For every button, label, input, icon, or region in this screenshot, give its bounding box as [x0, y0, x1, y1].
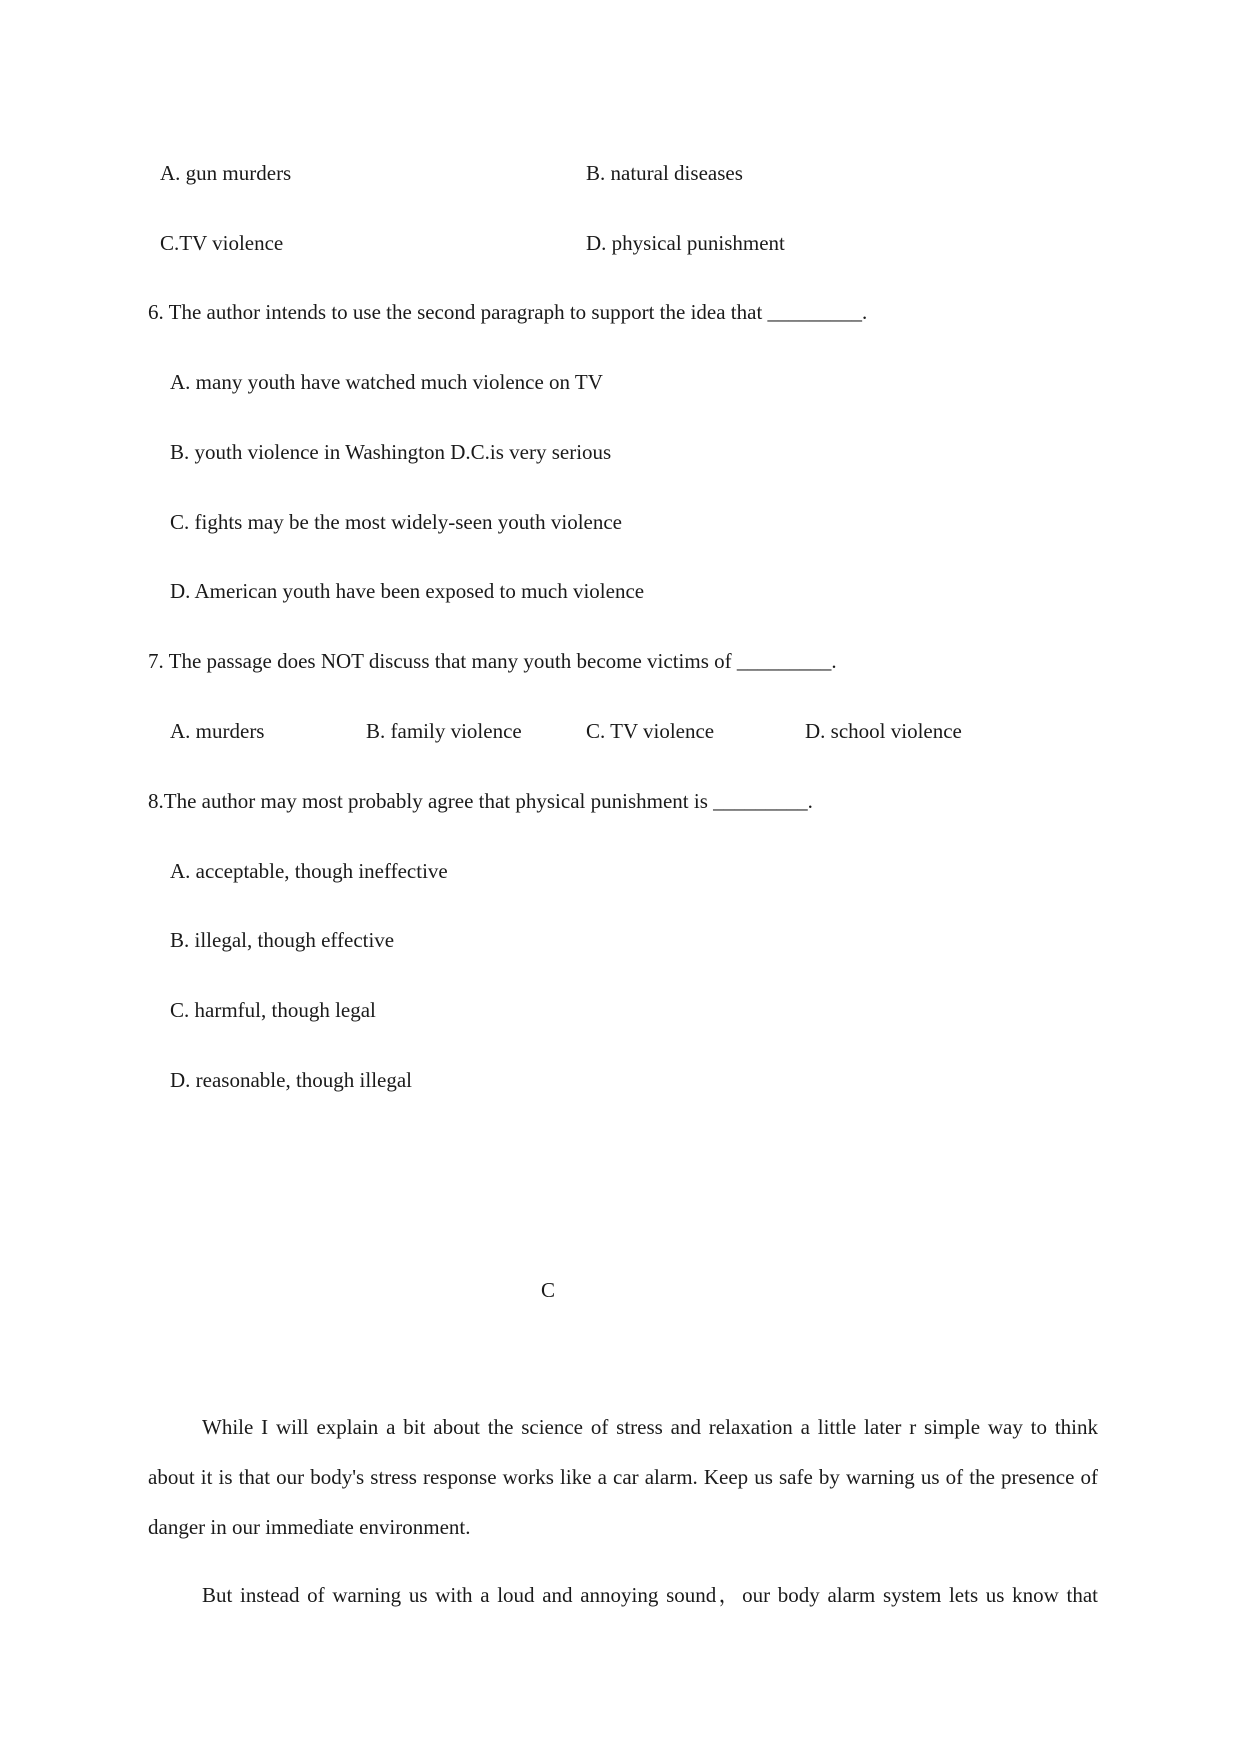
q5-option-a: A. gun murders	[160, 161, 292, 185]
q7-option-d: D. school violence	[805, 719, 962, 743]
q7-option-c: C. TV violence	[586, 719, 715, 743]
passage-paragraph-1: While I will explain a bit about the science of stress and relaxation a little later r simple way to think about it is that our body's stress response works like a car alarm. Keep us safe by warning us of the presence of danger in our immediate environment.	[148, 1415, 1098, 1539]
q7-option-a: A. murders	[170, 719, 265, 743]
q8-stem: 8.The author may most probably agree that physical punishment is _________.	[148, 789, 813, 813]
q5-option-b: B. natural diseases	[586, 161, 743, 185]
passage-paragraph-2: But instead of warning us with a loud and annoying sound，our body alarm system lets us know that	[202, 1583, 1098, 1607]
q8-option-b: B. illegal, though effective	[170, 928, 395, 952]
q6-option-c: C. fights may be the most widely-seen youth violence	[170, 510, 622, 534]
q8-option-c: C. harmful, though legal	[170, 998, 376, 1022]
q7-stem: 7. The passage does NOT discuss that many youth become victims of _________.	[148, 649, 837, 673]
q7-option-b: B. family violence	[366, 719, 522, 743]
q8-option-a: A. acceptable, though ineffective	[170, 859, 448, 883]
q6-option-d: D. American youth have been exposed to much violence	[170, 579, 645, 603]
q6-option-a: A. many youth have watched much violence on TV	[170, 370, 603, 394]
q8-option-d: D. reasonable, though illegal	[170, 1068, 413, 1092]
q5-option-c: C.TV violence	[160, 231, 284, 255]
q6-stem: 6. The author intends to use the second paragraph to support the idea that _________.	[148, 300, 868, 324]
q6-option-b: B. youth violence in Washington D.C.is very serious	[170, 440, 612, 464]
section-heading: C	[541, 1278, 556, 1302]
q5-option-d: D. physical punishment	[586, 231, 785, 255]
